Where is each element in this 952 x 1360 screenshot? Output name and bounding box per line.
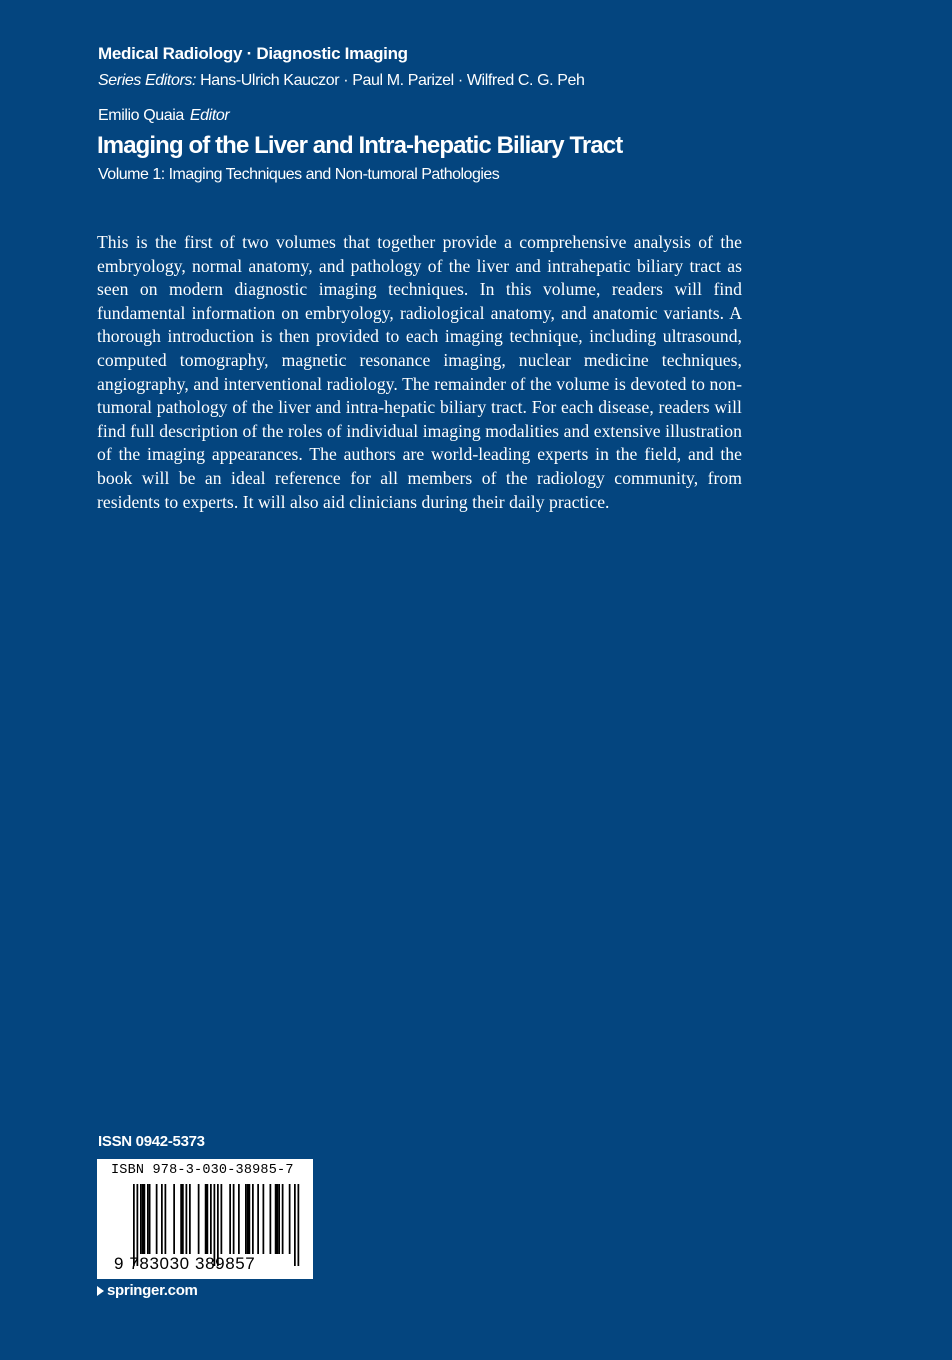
barcode-bar (182, 1184, 184, 1254)
barcode-bar (298, 1184, 300, 1266)
barcode-bar (210, 1184, 212, 1254)
publisher-website[interactable] (97, 1280, 198, 1302)
barcode-bar (247, 1184, 249, 1254)
barcode-bar (144, 1184, 146, 1254)
barcode-bar (173, 1184, 175, 1254)
barcode-bar (278, 1184, 280, 1254)
editor-name: Emilio Quaia (98, 107, 184, 124)
barcode-bar (165, 1184, 167, 1254)
series-editors (98, 69, 858, 93)
isbn-barcode (97, 1159, 313, 1279)
barcode-bar (238, 1184, 240, 1254)
barcode-bar (156, 1184, 158, 1254)
barcode-digits: 9 783030 389857 (114, 1254, 256, 1273)
barcode-bar (205, 1184, 207, 1254)
website-text: springer.com (107, 1282, 198, 1299)
isbn-text: ISBN 978-3-030-38985-7 (111, 1163, 294, 1178)
series-title: Medical Radiology · Diagnostic Imaging (98, 44, 408, 63)
barcode-bar (252, 1184, 254, 1254)
barcode-bar (149, 1184, 151, 1254)
barcode-bar (282, 1184, 284, 1254)
barcode-bar (257, 1184, 259, 1254)
volume-editor (98, 104, 229, 128)
series-editors-names: Hans-Ulrich Kauczor · Paul M. Parizel · Wilfred C. G. Peh (196, 72, 585, 89)
barcode-bar (270, 1184, 272, 1254)
issn-label: ISSN 0942-5373 (98, 1133, 205, 1150)
barcode-bar (263, 1184, 265, 1254)
barcode-bar (207, 1184, 209, 1254)
barcode-bar (221, 1184, 223, 1254)
book-description: This is the first of two volumes that together provide a comprehensive analysis of the embryology, normal anatomy, and pathology of the liver and intrahepatic biliary tract as seen on modern diagnostic imaging techniques. In this volume, readers will find fundamental information on embryology, radiological anatomy, and anatomic variants. A thorough introduction is then provided to each imaging technique, including ultrasound, computed tomography, magnetic resonance imaging, nuclear medicine techniques, angiography, and interventional radiology. The remainder of the volume is devoted to non-tumoral pathology of the liver and intra-hepatic biliary tract. For each disease, readers will find full description of the roles of individual imaging modalities and extensive illustration of the imaging appearances. The authors are world-leading experts in the field, and the book will be an ideal reference for all members of the radiology community, from residents to experts. It will also aid clinicians during their daily practice. (97, 232, 742, 512)
barcode-bar (289, 1184, 291, 1254)
book-title: Imaging of the Liver and Intra-hepatic Biliary Tract (97, 132, 623, 159)
barcode-bar (229, 1184, 231, 1254)
barcode-bar (180, 1184, 182, 1254)
barcode-bar (142, 1184, 144, 1254)
barcode-bar (161, 1184, 163, 1254)
barcode-bar (198, 1184, 200, 1254)
series-editors-label: Series Editors: (98, 72, 197, 89)
barcode-bar (140, 1184, 142, 1254)
barcode-bar (186, 1184, 188, 1254)
barcode-bar (245, 1184, 247, 1254)
barcode-bar (277, 1184, 279, 1254)
barcode-bar (275, 1184, 277, 1254)
barcode-bar (147, 1184, 149, 1254)
series-header (98, 42, 858, 93)
barcode-bar (249, 1184, 251, 1254)
book-subtitle: Volume 1: Imaging Techniques and Non-tumoral Pathologies (98, 166, 500, 183)
barcode-bar (233, 1184, 235, 1254)
arrow-right-icon (97, 1286, 104, 1296)
barcode-bar (294, 1184, 296, 1266)
editor-role: Editor (189, 107, 230, 124)
barcode-bar (189, 1184, 191, 1254)
